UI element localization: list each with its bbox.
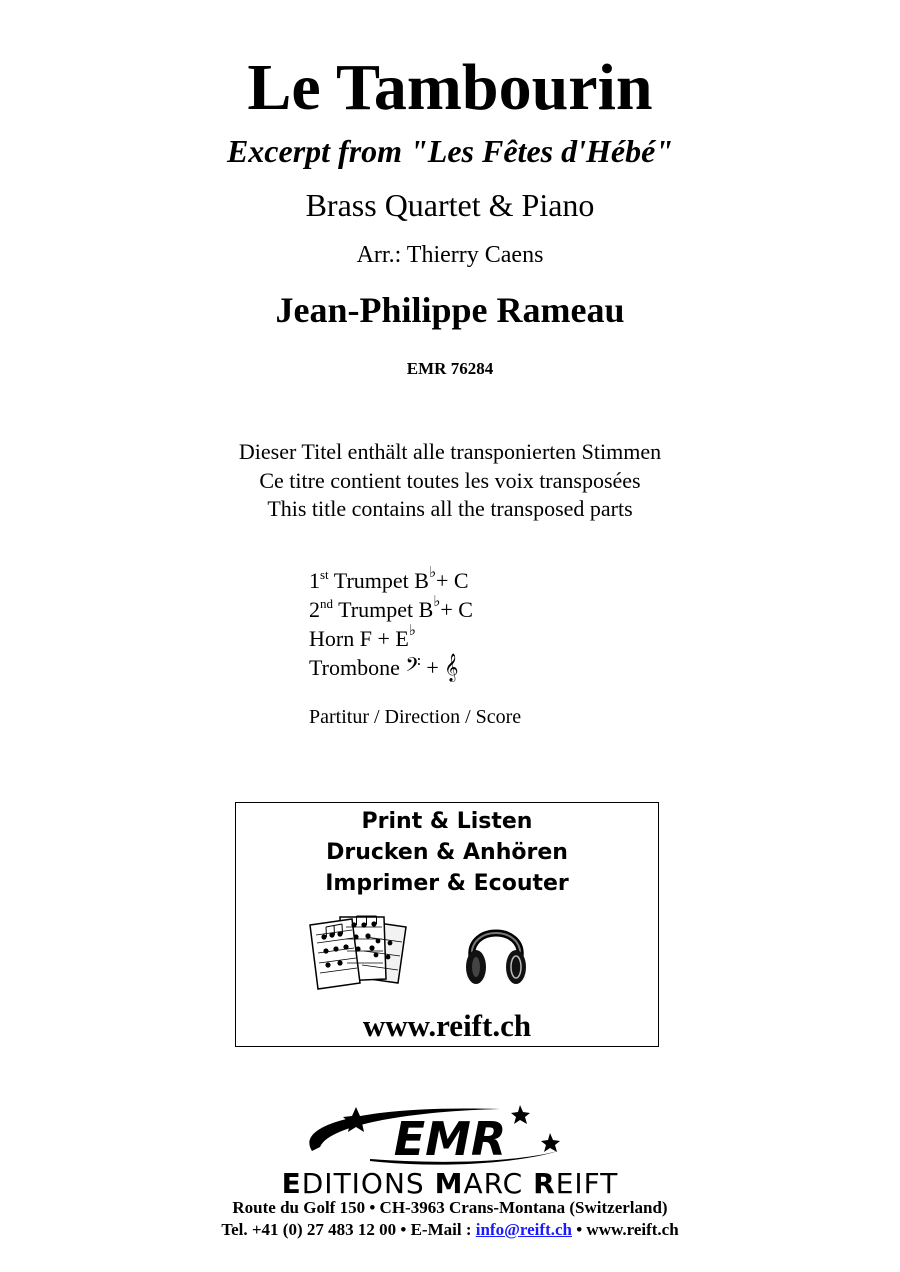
publisher-name bbox=[0, 1168, 900, 1200]
part-horn bbox=[309, 624, 473, 653]
flat-sign: ♭ bbox=[428, 565, 437, 581]
publisher-contact bbox=[0, 1219, 900, 1241]
part-trombone bbox=[309, 653, 473, 682]
flat-sign: ♭ bbox=[408, 623, 416, 639]
initial: R bbox=[533, 1167, 556, 1200]
name-part: ARC bbox=[463, 1167, 534, 1200]
part-name: Horn F + E bbox=[309, 626, 409, 651]
part-name: Trumpet B bbox=[328, 568, 429, 593]
catalog-number: EMR 76284 bbox=[406, 359, 494, 378]
name-part: EIFT bbox=[555, 1167, 619, 1200]
part-trumpet-2 bbox=[309, 595, 473, 624]
plus-sign: + bbox=[420, 655, 445, 680]
logo-text: EMR bbox=[393, 1112, 507, 1166]
part-trumpet-1 bbox=[309, 566, 473, 595]
bass-clef-icon: 𝄢 bbox=[405, 655, 421, 681]
page-title: Le Tambourin bbox=[247, 51, 653, 124]
note-english: This title contains all the transposed parts bbox=[267, 496, 633, 521]
transposed-parts-note bbox=[0, 438, 900, 524]
headphones-icon bbox=[464, 913, 528, 991]
phone-text: Tel. +41 (0) 27 483 12 00 • E-Mail : bbox=[221, 1220, 476, 1239]
score-label: Partitur / Direction / Score bbox=[309, 706, 522, 728]
arranger: Arr.: Thierry Caens bbox=[356, 242, 544, 268]
parts-list bbox=[309, 566, 473, 682]
part-number: 1 bbox=[309, 568, 320, 593]
note-german: Dieser Titel enthält alle transponierten Stimmen bbox=[238, 439, 662, 464]
initial: M bbox=[434, 1167, 464, 1200]
print-listen-box bbox=[235, 802, 659, 1047]
web-text: • www.reift.ch bbox=[571, 1220, 679, 1239]
part-number: 2 bbox=[309, 597, 320, 622]
email-link[interactable]: info@reift.ch bbox=[475, 1220, 572, 1239]
promo-line-english: Print & Listen bbox=[361, 809, 533, 834]
promo-line-french: Imprimer & Ecouter bbox=[325, 871, 569, 896]
sheet-music-icon bbox=[306, 913, 418, 991]
part-name: Trombone bbox=[309, 655, 406, 680]
note-french: Ce titre contient toutes les voix transposées bbox=[259, 467, 641, 493]
publisher-address: Route du Golf 150 • CH-3963 Crans-Montana (Switzerland) bbox=[232, 1198, 668, 1217]
ordinal: nd bbox=[320, 596, 333, 611]
promo-line-german: Drucken & Anhören bbox=[326, 840, 568, 865]
name-part: DITIONS bbox=[301, 1167, 435, 1200]
part-name: Trumpet B bbox=[333, 597, 434, 622]
emr-logo bbox=[300, 1103, 600, 1169]
part-suffix: + C bbox=[436, 568, 469, 593]
website-link[interactable]: www.reift.ch bbox=[362, 1008, 532, 1043]
composer: Jean-Philippe Rameau bbox=[275, 290, 625, 330]
instrumentation: Brass Quartet & Piano bbox=[305, 187, 595, 223]
subtitle: Excerpt from "Les Fêtes d'Hébé" bbox=[226, 133, 674, 169]
treble-clef-icon: 𝄞 bbox=[444, 655, 459, 681]
part-suffix: + C bbox=[440, 597, 473, 622]
initial: E bbox=[281, 1167, 302, 1200]
flat-sign: ♭ bbox=[433, 594, 441, 610]
ordinal: st bbox=[320, 567, 329, 582]
